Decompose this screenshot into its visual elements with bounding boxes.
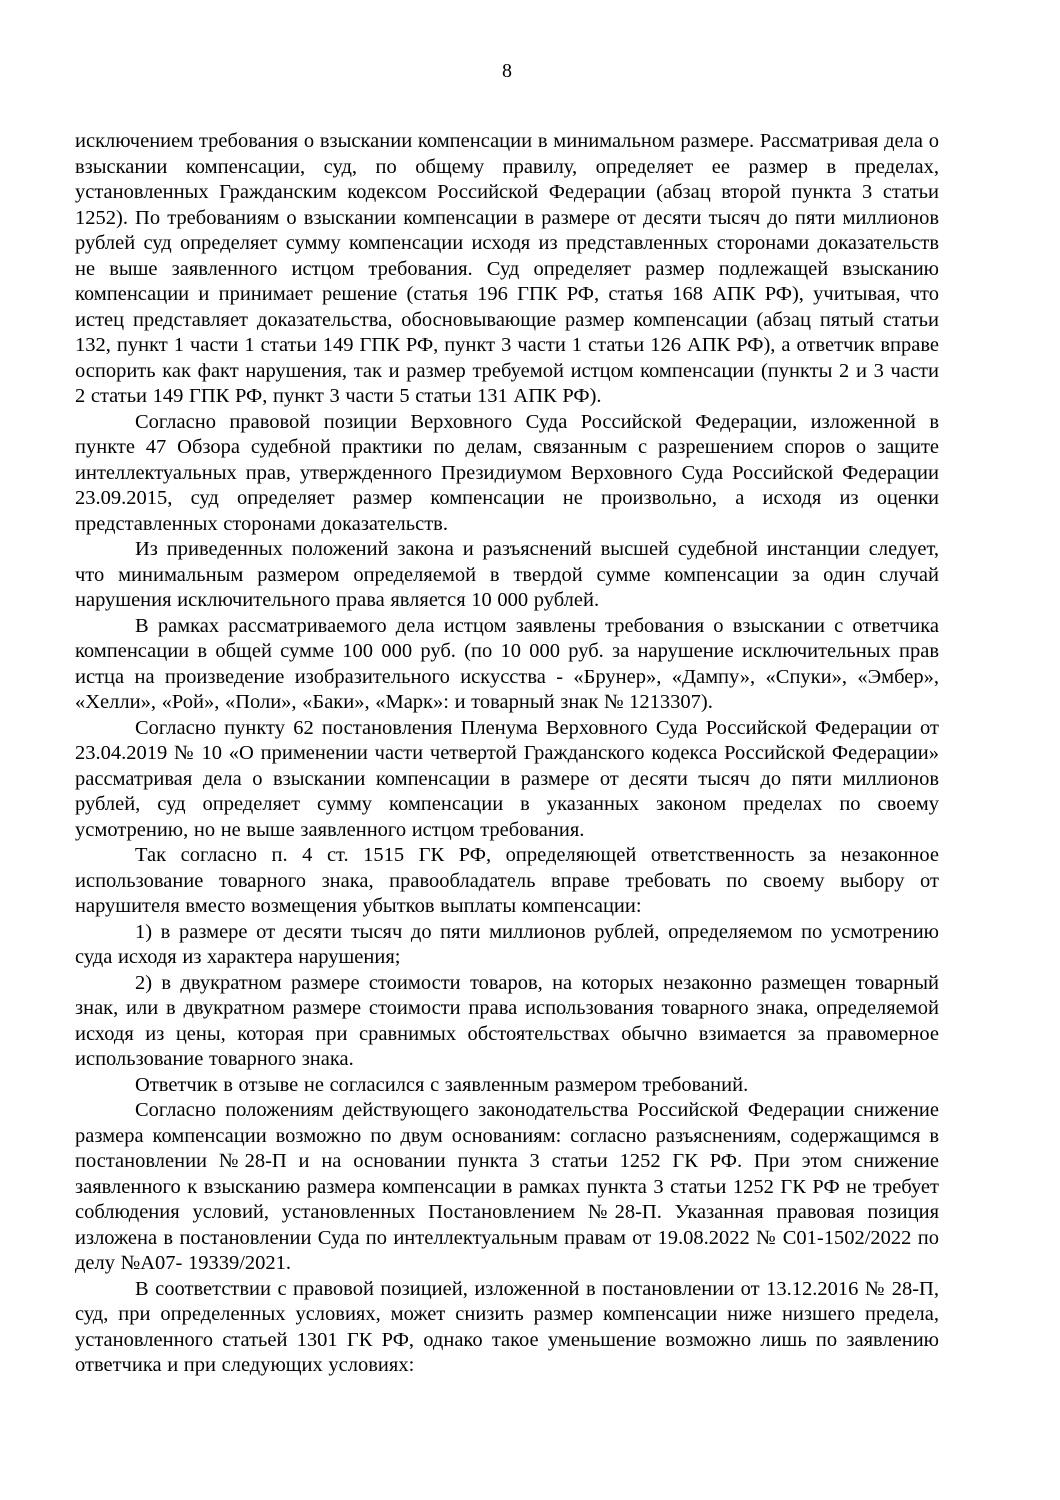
paragraph-plenum-point-62: Согласно пункту 62 постановления Пленума Верховного Суда Российской Федерации от 23.04.2019 № 10 «О применении части четвертой Гражданского кодекса Российской Федерации» рассматривая дела о взыскании компенсации в размере от десяти тысяч до пяти миллионов рублей, суд определяет сумму компенсации в указанных законом пределах по своему усмотрению, но не выше заявленного истцом требования.: [75, 716, 939, 841]
document-body: [75, 129, 939, 1379]
document-page: [75, 58, 939, 1379]
paragraph-ruling-28p-conditions: В соответствии с правовой позицией, изложенной в постановлении от 13.12.2016 № 28-П, суд, при определенных условиях, может снизить размер компенсации ниже низшего предела, установленного статьей 1301 ГК РФ, однако такое уменьшение возможно лишь по заявлению ответчика и при следующих условиях:: [75, 1277, 939, 1376]
paragraph-supreme-court-position: Согласно правовой позиции Верховного Суда Российской Федерации, изложенной в пункте 47 Обзора судебной практики по делам, связанным с разрешением споров о защите интеллектуальных прав, утвержденного Президиумом Верховного Суда Российской Федерации 23.09.2015, суд определяет размер компенсации не произвольно, а исходя из оценки представленных сторонами доказательств.: [75, 410, 939, 535]
paragraph-minimum-compensation: Из приведенных положений закона и разъяснений высшей судебной инстанции следует, что минимальным размером определяемой в твердой сумме компенсации за один случай нарушения исключительного права является 10 000 рублей.: [75, 538, 939, 611]
paragraph-continuation: исключением требования о взыскании компенсации в минимальном размере. Рассматривая дела о взыскании компенсации, суд, по общему правилу, определяет ее размер в пределах, установленных Гражданским кодексом Российской Федерации (абзац второй пункта 3 статьи 1252). По требованиям о взыскании компенсации в размере от десяти тысяч до пяти миллионов рублей суд определяет сумму компенсации исходя из представленных сторонами доказательств не выше заявленного истцом требования. Суд определяет размер подлежащей взысканию компенсации и принимает решение (статья 196 ГПК РФ, статья 168 АПК РФ), учитывая, что истец представляет доказательства, обосновывающие размер компенсации (абзац пятый статьи 132, пункт 1 части 1 статьи 149 ГПК РФ, пункт 3 части 1 статьи 126 АПК РФ), а ответчик вправе оспорить как факт нарушения, так и размер требуемой истцом компенсации (пункты 2 и 3 части 2 статьи 149 ГПК РФ, пункт 3 части 5 статьи 131 АПК РФ).: [75, 130, 939, 407]
paragraph-option-2: 2) в двукратном размере стоимости товаров, на которых незаконно размещен товарный знак, или в двукратном размере стоимости права использования товарного знака, определяемой исходя из цены, которая при сравнимых обстоятельствах обычно взимается за правомерное использование товарного знака.: [75, 971, 939, 1070]
paragraph-article-1515: Так согласно п. 4 ст. 1515 ГК РФ, определяющей ответственность за незаконное использование товарного знака, правообладатель вправе требовать по своему выбору от нарушителя вместо возмещения убытков выплаты компенсации:: [75, 844, 939, 917]
paragraph-claim-amount: В рамках рассматриваемого дела истцом заявлены требования о взыскании с ответчика компенсации в общей сумме 100 000 руб. (по 10 000 руб. за нарушение исключительных прав истца на произведение изобразительного искусства - «Брунер», «Дампу», «Спуки», «Эмбер», «Хелли», «Рой», «Поли», «Баки», «Марк»: и товарный знак № 1213307).: [75, 614, 939, 713]
page-number: 8: [502, 60, 512, 82]
paragraph-reduction-grounds: Согласно положениям действующего законодательства Российской Федерации снижение размера компенсации возможно по двум основаниям: согласно разъяснениям, содержащимся в постановлении №28-П и на основании пункта 3 статьи 1252 ГК РФ. При этом снижение заявленного к взысканию размера компенсации в рамках пункта 3 статьи 1252 ГК РФ не требует соблюдения условий, установленных Постановлением №28-П. Указанная правовая позиция изложена в постановлении Суда по интеллектуальным правам от 19.08.2022 № С01-1502/2022 по делу №А07- 19339/2021.: [75, 1099, 939, 1274]
paragraph-option-1: 1) в размере от десяти тысяч до пяти миллионов рублей, определяемом по усмотрению суда исходя из характера нарушения;: [75, 920, 939, 968]
paragraph-defendant-objection: Ответчик в отзыве не согласился с заявленным размером требований.: [135, 1073, 749, 1096]
